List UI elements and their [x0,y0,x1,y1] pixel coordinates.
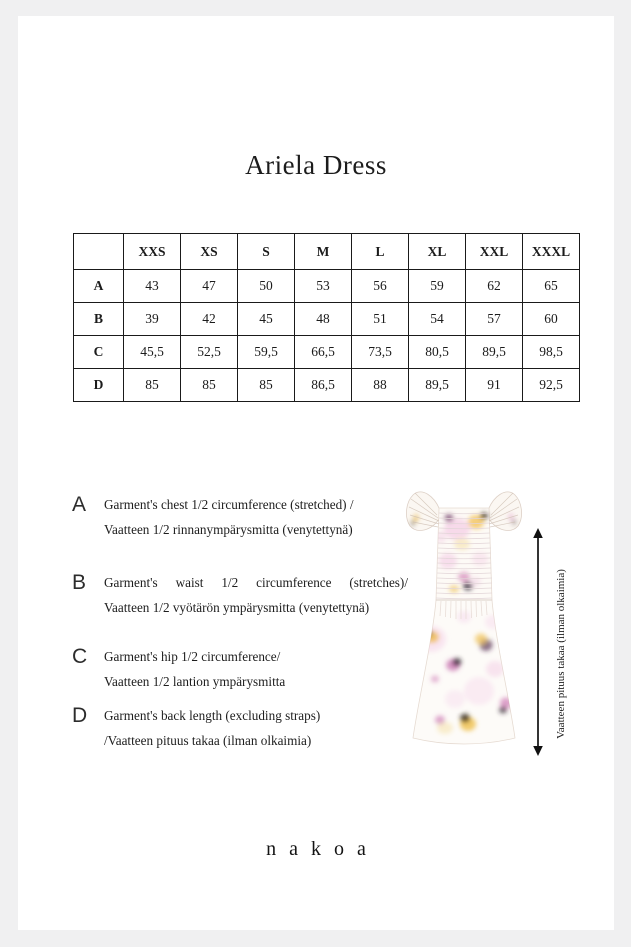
legend-line: Vaatteen 1/2 vyötärön ympärysmitta (venytettynä) [104,600,370,615]
size-cell: 51 [352,303,409,336]
length-arrow [530,528,546,756]
legend-text [104,570,408,620]
size-cell: 57 [466,303,523,336]
size-cell: 85 [181,369,238,402]
brand-logo: nakoa [266,838,379,860]
size-cell: 60 [523,303,580,336]
size-cell: 89,5 [466,336,523,369]
size-cell: 59 [409,270,466,303]
legend-text [104,644,408,694]
size-col-header: XXL [466,234,523,270]
size-cell: 45,5 [124,336,181,369]
size-cell: 85 [238,369,295,402]
size-table-header-row [74,234,580,270]
size-col-header: XXS [124,234,181,270]
legend-item-a [72,492,408,542]
legend-letter-b: B [72,571,87,594]
size-row-label: C [74,336,124,369]
size-cell: 39 [124,303,181,336]
size-row-label: D [74,369,124,402]
size-cell: 85 [124,369,181,402]
legend-line: Garment's chest 1/2 circumference (stretched) / [104,497,354,512]
size-cell: 91 [466,369,523,402]
legend-line: /Vaatteen pituus takaa (ilman olkaimia) [104,733,312,748]
size-col-header: M [295,234,352,270]
table-row [74,303,580,336]
size-cell: 65 [523,270,580,303]
length-arrow-label: Vaatteen pituus takaa (ilman olkaimia) [555,569,567,739]
legend-line: Garment's hip 1/2 circumference/ [104,649,281,664]
size-cell: 88 [352,369,409,402]
size-cell: 89,5 [409,369,466,402]
size-row-label: B [74,303,124,336]
size-table-corner-cell [74,234,124,270]
size-cell: 56 [352,270,409,303]
size-cell: 43 [124,270,181,303]
size-cell: 52,5 [181,336,238,369]
size-table [73,233,580,402]
size-cell: 98,5 [523,336,580,369]
table-row [74,270,580,303]
size-col-header: S [238,234,295,270]
size-cell: 54 [409,303,466,336]
size-cell: 73,5 [352,336,409,369]
legend-text [104,703,408,753]
size-cell: 62 [466,270,523,303]
size-cell: 92,5 [523,369,580,402]
legend-letter-c: C [72,645,88,668]
legend-item-c [72,644,408,694]
legend-item-d [72,703,408,753]
legend-line: Garment's back length (excluding straps) [104,708,321,723]
legend-letter-a: A [72,493,87,516]
size-cell: 47 [181,270,238,303]
table-row [74,336,580,369]
size-cell: 50 [238,270,295,303]
legend-line: Vaatteen 1/2 lantion ympärysmitta [104,674,286,689]
size-col-header: XS [181,234,238,270]
size-guide-page [18,16,614,930]
size-cell: 48 [295,303,352,336]
size-col-header: XXXL [523,234,580,270]
table-row [74,369,580,402]
size-cell: 80,5 [409,336,466,369]
size-cell: 45 [238,303,295,336]
dress-image [405,487,523,749]
legend-letter-d: D [72,704,88,727]
legend-line: Vaatteen 1/2 rinnanympärysmitta (venytettynä) [104,522,353,537]
size-col-header: L [352,234,409,270]
size-cell: 86,5 [295,369,352,402]
legend-item-b [72,570,408,620]
legend-line: Garment's waist 1/2 circumference (stretches)/ [104,575,408,590]
size-col-header: XL [409,234,466,270]
legend-text [104,492,408,542]
page-title: Ariela Dress [245,150,387,180]
size-cell: 53 [295,270,352,303]
size-cell: 59,5 [238,336,295,369]
size-cell: 42 [181,303,238,336]
size-row-label: A [74,270,124,303]
size-cell: 66,5 [295,336,352,369]
